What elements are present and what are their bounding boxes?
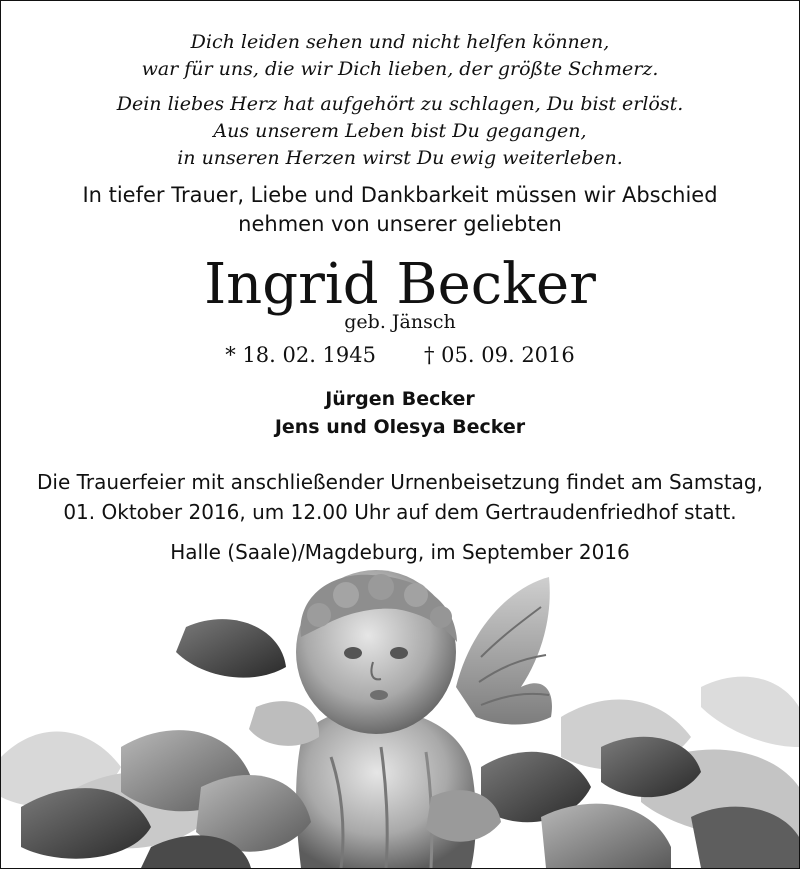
- funeral-info-line: 01. Oktober 2016, um 12.00 Uhr auf dem Gertraudenfriedhof statt.: [63, 500, 737, 524]
- intro-line: nehmen von unserer geliebten: [238, 212, 562, 236]
- funeral-info-line: Die Trauerfeier mit anschließender Urnenbeisetzung findet am Samstag,: [37, 470, 763, 494]
- intro-text: [1, 181, 799, 239]
- angel-head: [296, 570, 457, 734]
- place-and-date: Halle (Saale)/Magdeburg, im September 2016: [170, 540, 630, 564]
- life-dates: [1, 341, 799, 369]
- funeral-info: [1, 467, 799, 527]
- mourner-name: Jürgen Becker: [325, 388, 475, 410]
- poem-stanza-2: [1, 91, 799, 172]
- deceased-name: Ingrid Becker: [204, 252, 596, 317]
- death-date: † 05. 09. 2016: [424, 343, 575, 367]
- intro-line: In tiefer Trauer, Liebe und Dankbarkeit müssen wir Abschied: [82, 183, 718, 207]
- mourner-name: Jens und Olesya Becker: [274, 416, 526, 438]
- maiden-name: geb. Jänsch: [344, 311, 456, 333]
- poem-line: in unseren Herzen wirst Du ewig weiterleben.: [177, 147, 623, 169]
- angel-wing: [456, 577, 552, 725]
- birth-date: * 18. 02. 1945: [225, 343, 376, 367]
- poem-line: Dich leiden sehen und nicht helfen können,: [190, 31, 610, 53]
- poem-line: Aus unserem Leben bist Du gegangen,: [213, 120, 587, 142]
- angel-statue-image: [1, 567, 799, 868]
- poem-stanza-1: [1, 29, 799, 83]
- poem-line: war für uns, die wir Dich lieben, der größte Schmerz.: [141, 58, 659, 80]
- poem-line: Dein liebes Herz hat aufgehört zu schlagen, Du bist erlöst.: [116, 93, 684, 115]
- mourners: [1, 385, 799, 441]
